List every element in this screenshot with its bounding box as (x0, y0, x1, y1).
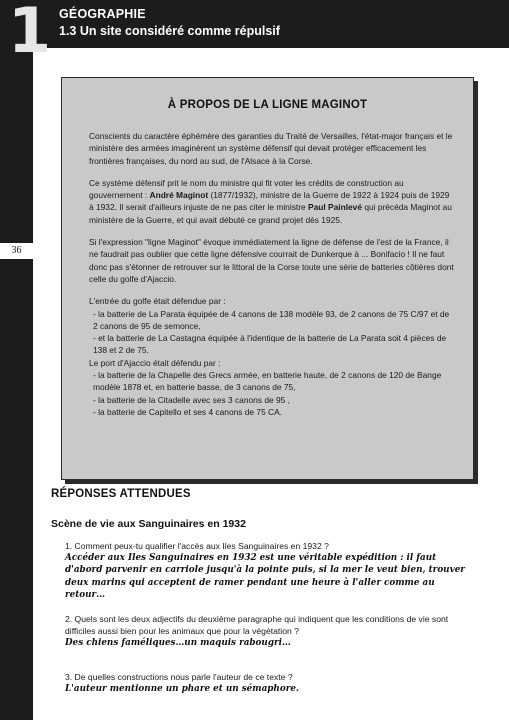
maginot-name: André Maginot (149, 190, 209, 201)
document-title: À PROPOS DE LA LIGNE MAGINOT (167, 99, 368, 111)
scene-title: Scène de vie aux Sanguinaires en 1932 (51, 518, 246, 530)
gulf-intro: L'entrée du golfe était défendue par : (89, 296, 226, 307)
subsection-title: 1.3 Un site considéré comme répulsif (59, 24, 280, 38)
document-box (61, 77, 474, 480)
question-block-3 (65, 671, 470, 695)
question-1: 1. Comment peux-tu qualifier l'accès aux Iles Sanguinaires en 1932 ? (65, 541, 329, 551)
page-number: 36 (0, 243, 33, 259)
gulf-item-1: - la batterie de La Parata équipée de 4 canons de 138 modèle 93, de 2 canons de 75 C/97 et de 2 canons de 95 de semonce, (93, 308, 450, 331)
answer-3: L'auteur mentionne un phare et un sémaphore. (65, 684, 299, 694)
port-item-3: - la batterie de Capitello et ses 4 canons de 75 CA. (93, 406, 283, 417)
question-3: 3. De quelles constructions nous parle l'auteur de ce texte ? (65, 672, 293, 682)
document-paragraph-3: Si l'expression "ligne Maginot" évoque immédiatement la ligne de défense de l'est de la France, il ne faudrait pas oublier que cette ligne défensive courrait de Dunkerque à ... Bonifacio ! Il ne faut donc pas s'étonner de retrouver sur le littoral de la Corse toute une série de batteries côtières dont celle du golfe d'Ajaccio. (89, 237, 454, 284)
painleve-name: Paul Painlevé (308, 202, 362, 213)
gulf-item-2: - et la batterie de La Castagna équipée à l'identique de la batterie de La Parata soit 4 pièces de 138 et 2 de 75. (93, 333, 447, 356)
answers-title: RÉPONSES ATTENDUES (51, 488, 191, 500)
port-intro: Le port d'Ajaccio était défendu par : (89, 357, 221, 368)
document-body (89, 130, 455, 418)
question-2: 2. Quels sont les deux adjectifs du deuxième paragraphe qui indiquent que les conditions de vie sont difficiles aussi bien pour les animaux que pour la végétation ? (65, 614, 449, 636)
document-paragraph-1: Conscients du caractère éphémère des garanties du Traité de Versailles, l'état-major français et le ministère des armées imaginèrent un système défensif qui devait protéger efficacement les frontières françaises, du nord au sud, de l'Alsace à la Corse. (89, 131, 453, 166)
chapter-number: 1 (8, 0, 50, 67)
section-title: GÉOGRAPHIE (59, 7, 146, 21)
document-paragraph-2: Ce système défensif prit le nom du ministre qui fit voter les crédits de construction au gouvernement : André Maginot (1877/1932), ministre de la Guerre de 1922 à 1924 puis de 1929 à 1932. Il serait d'ailleurs injuste de ne pas citer le ministre Paul Painlevé qui précéda Maginot au ministère de la Guerre, et qui avait débuté ce grand projet dès 1925. (89, 177, 452, 225)
port-item-1: - la batterie de la Chapelle des Grecs armée, en batterie haute, de 2 canons de 120 de Bange modèle 1878 et, en batterie basse, de 3 canons de 75, (93, 370, 442, 393)
question-block-2 (65, 613, 470, 649)
left-margin-band (0, 0, 33, 720)
port-item-2: - la batterie de la Citadelle avec ses 3 canons de 95 , (93, 394, 290, 405)
answer-1: Accéder aux Iles Sanguinaires en 1932 est une véritable expédition : il faut d'abord parvenir en carriole jusqu'à la pointe puis, si la mer le veut bien, trouver deux marins qui acceptent de ramer pendant une heure à l'aller comme au retour… (65, 553, 465, 600)
question-block-1 (65, 540, 470, 601)
answer-2: Des chiens faméliques…un maquis rabougri… (65, 638, 291, 648)
